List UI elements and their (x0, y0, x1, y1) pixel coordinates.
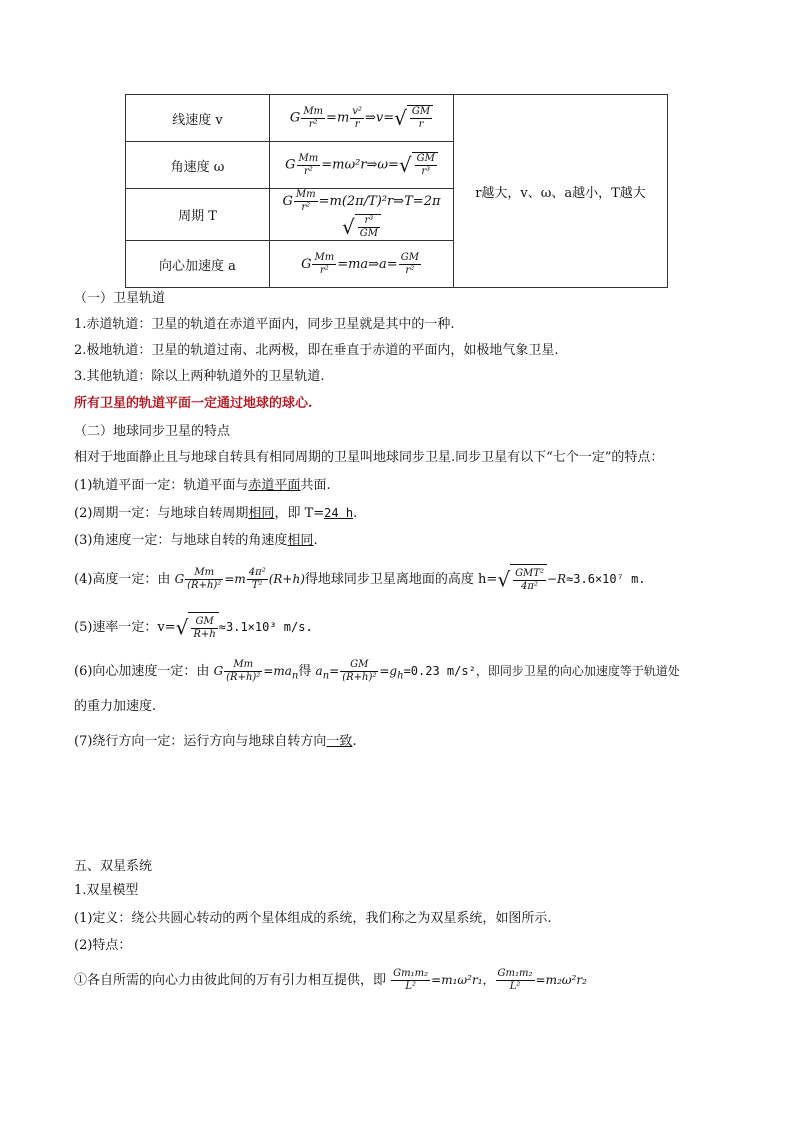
feature-4 (74, 564, 646, 595)
table-conclusion: r越大，v、ω、a越小，T越大 (454, 95, 668, 288)
formula-accel: G $\frac{Mm}{\text{r²}}$ =ma⇒a= $\frac{GM}{\text{r²}}$ (270, 241, 454, 288)
text: 得地球同步卫星离地面的高度 h= (304, 572, 498, 587)
text: ①各自所需的向心力由彼此间的万有引力相互提供，即 (74, 973, 387, 988)
underlined-term: 相同 (248, 506, 275, 521)
table-row-name: 向心加速度 a (126, 241, 270, 288)
value: ≈3.6×10⁷ m. (566, 572, 646, 586)
section-heading: （二）地球同步卫星的特点 (74, 424, 231, 439)
feature-6 (74, 656, 680, 691)
underlined-term: 赤道平面 (248, 478, 301, 493)
formula: $\frac{\text{Gm₁m₂}}{\text{L²}}$ =m₁ω²r₁， $\frac{\text{Gm₁m₂}}{\text{L²}}$ =m₂ω²r₂ (393, 968, 587, 992)
list-item: 1.赤道轨道：卫星的轨道在赤道平面内，同步卫星就是其中的一种. (74, 317, 455, 332)
paragraph: 相对于地面静止且与地球自转具有相同周期的卫星叫地球同步卫星.同步卫星有以下“七个一定”的特点： (74, 450, 664, 465)
paragraph: (1)定义：绕公共圆心转动的两个星体组成的系统，我们称之为双星系统，如图所示. (74, 911, 552, 926)
subheading: 1.双星模型 (74, 883, 139, 898)
text: . (313, 533, 318, 548)
formula: √ $\frac{\text{GMT²}}{\text{4π²}}$ (497, 564, 547, 595)
formula: √ $\frac{GM}{R+h}$ (176, 612, 219, 643)
underlined-term: 一致 (326, 734, 353, 749)
text: . (353, 506, 358, 521)
table-row-name: 角速度 ω (126, 142, 270, 189)
feature-7 (74, 733, 357, 751)
text: (2)周期一定：与地球自转周期 (74, 506, 249, 521)
text: (7)绕行方向一定：运行方向与地球自转方向 (74, 734, 327, 749)
feature-item (74, 965, 587, 996)
feature-3 (74, 532, 318, 550)
feature-5 (74, 612, 313, 643)
table-row-name: 线速度 v (126, 95, 270, 142)
text: . (352, 734, 357, 749)
formula: G $\frac{Mm}{\text{(R+h)²}}$ $=ma_n$ (213, 659, 299, 683)
section-heading: 五、双星系统 (74, 859, 153, 874)
formula: $a_n=$ $\frac{GM}{\text{(R+h)²}}$ $=g_h$ (315, 659, 404, 683)
text: (6)向心加速度一定：由 (74, 664, 210, 679)
table-row-name: 周期 T (126, 189, 270, 241)
text: (5)速率一定：v= (74, 620, 176, 635)
highlight-note: 所有卫星的轨道平面一定通过地球的球心. (74, 396, 313, 411)
formula: G $\frac{Mm}{\text{(R+h)²}}$ =m $\frac{\text{4π²}}{\text{T²}}$ (R+h) (174, 567, 305, 591)
underlined-term: 相同 (287, 533, 314, 548)
value: ≈3.1×10³ m/s. (218, 620, 313, 634)
underlined-value: 24 h (324, 506, 354, 520)
formula-period: G $\frac{Mm}{\text{r²}}$ =m(2π/T)²r⇒T=2π√ $\frac{\text{r³}}{GM}$ (270, 189, 454, 241)
formula-velocity: G $\frac{Mm}{\text{r²}}$ =m $\frac{\text{v²}}{r}$ ⇒v=√ $\frac{GM}{r}$ (270, 95, 454, 142)
section-heading: （一）卫星轨道 (74, 291, 166, 306)
formula-table (125, 94, 668, 288)
feature-1 (74, 477, 331, 495)
feature-2 (74, 504, 357, 523)
paragraph: 的重力加速度. (74, 699, 157, 714)
formula: −R (546, 572, 567, 586)
value: =0.23 m/s²，即同步卫星的向心加速度等于轨道处 (403, 664, 680, 678)
text: (4)高度一定：由 (74, 572, 171, 587)
text: 得 (298, 664, 312, 679)
list-item: 2.极地轨道：卫星的轨道过南、北两极，即在垂直于赤道的平面内，如极地气象卫星. (74, 343, 559, 358)
text: 共面. (300, 478, 331, 493)
formula-angular: G $\frac{Mm}{\text{r²}}$ =mω²r⇒ω=√ $\frac{GM}{\text{r³}}$ (270, 142, 454, 189)
text: (1)轨道平面一定：轨道平面与 (74, 478, 249, 493)
text: ，即 T= (274, 506, 325, 521)
text: (3)角速度一定：与地球自转的角速度 (74, 533, 288, 548)
paragraph: (2)特点： (74, 938, 132, 953)
list-item: 3.其他轨道：除以上两种轨道外的卫星轨道. (74, 369, 325, 384)
